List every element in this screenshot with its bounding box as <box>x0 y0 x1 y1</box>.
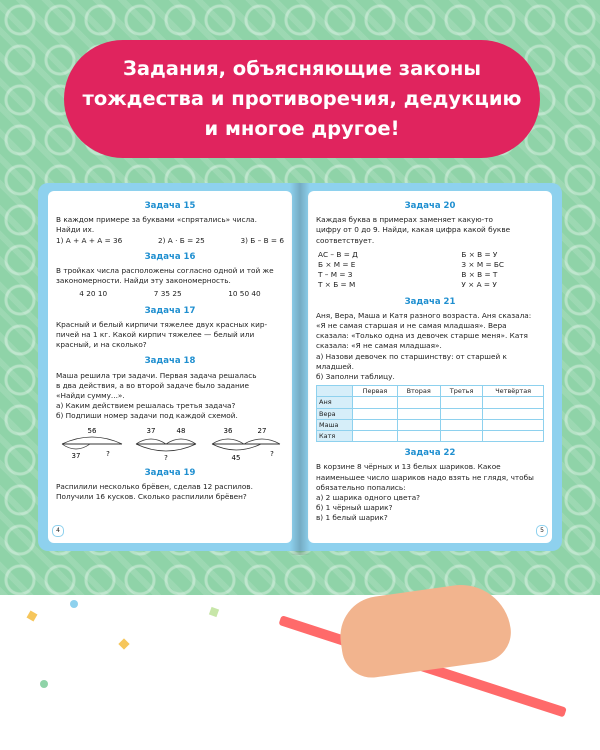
table-cell <box>440 431 482 442</box>
task-16-title: Задача 16 <box>144 251 196 262</box>
scheme-arc <box>136 444 196 451</box>
task-15-example: 2) А · Б = 25 <box>158 235 205 245</box>
promo-banner <box>64 40 540 158</box>
table-cell <box>353 397 397 408</box>
scheme-3-b: 27 <box>257 426 267 435</box>
task-21-question: б) Заполни таблицу. <box>316 372 395 382</box>
number-triple: 4 20 10 <box>79 289 108 299</box>
equation: Т × Б = М <box>318 280 356 290</box>
task-20-text: соответствует. <box>316 235 375 245</box>
task-16-text: закономерности. Найди эту закономерность. <box>56 276 231 286</box>
task-15-title: Задача 15 <box>144 201 196 211</box>
confetti-shape <box>27 611 38 622</box>
table-row-header: Катя <box>317 431 353 442</box>
banner-line-2: тождества и противоречия, дедукцию <box>82 87 522 110</box>
scheme-arc <box>136 439 166 444</box>
task-21-text: Аня, Вера, Маша и Катя разного возраста. Аня сказала: <box>316 310 532 320</box>
table-row <box>317 419 544 430</box>
confetti-shape <box>209 607 219 617</box>
task-19-title: Задача 19 <box>144 467 196 478</box>
table-cell <box>397 419 440 430</box>
table-header-row <box>317 386 544 397</box>
page-number-left: 4 <box>52 525 64 537</box>
table-row-header: Маша <box>317 419 353 430</box>
equation: В × В = Т <box>461 270 498 280</box>
open-workbook <box>38 183 562 555</box>
task-19-text: Получили 16 кусков. Сколько распилили брёвен? <box>56 492 247 502</box>
scheme-1-question: ? <box>106 449 110 458</box>
left-page <box>38 183 300 551</box>
left-page-content <box>48 191 292 543</box>
table-cell <box>483 408 544 419</box>
scheme-arc <box>212 444 261 450</box>
table-cell <box>353 431 397 442</box>
task-18-question: а) Каким действием решалась третья задача? <box>56 401 236 411</box>
scheme-arc <box>212 439 244 444</box>
table-cell <box>353 419 397 430</box>
task-20-title: Задача 20 <box>404 201 456 211</box>
task-18-title: Задача 18 <box>144 356 196 367</box>
table-column-header: Третья <box>440 386 482 397</box>
table-cell <box>440 408 482 419</box>
table-cell <box>483 397 544 408</box>
task-21-text: сказала: «Я не самая младшая». <box>316 341 442 351</box>
banner-line-1: Задания, объясняющие законы <box>123 57 481 80</box>
scheme-2-a: 37 <box>146 426 156 435</box>
table-corner-cell <box>317 386 353 397</box>
table-column-header: Вторая <box>397 386 440 397</box>
table-row-header: Вера <box>317 408 353 419</box>
task-17-text: Красный и белый кирпичи тяжелее двух красных кир- <box>56 319 268 329</box>
task-15-example: 3) Б – В = 6 <box>240 235 284 245</box>
task-22-text: обязательно попались: <box>316 482 406 492</box>
scheme-1-bottom: 37 <box>71 451 81 460</box>
task-22-text: В корзине 8 чёрных и 13 белых шариков. Какое <box>316 462 501 472</box>
scheme-1 <box>62 427 122 460</box>
number-triple: 10 50 40 <box>228 289 261 299</box>
equation: Т – М = З <box>318 270 353 280</box>
table-cell <box>440 419 482 430</box>
banner-line-3: и многое другое! <box>204 117 400 140</box>
scheme-arc <box>166 439 196 444</box>
task-21-question: а) Назови девочек по старшинству: от старшей к младшей. <box>316 351 507 371</box>
table-cell <box>397 431 440 442</box>
scheme-3-bottom: 45 <box>231 453 241 462</box>
task-15-examples <box>56 236 284 246</box>
table-column-header: Четвёртая <box>483 386 544 397</box>
task-18-text: Маша решила три задачи. Первая задача решалась <box>56 370 257 380</box>
task-21-text: «Я не самая старшая и не самая младшая». Вера <box>316 321 507 331</box>
task-20-text: цифру от 0 до 9. Найди, какая цифра какой букве <box>316 225 511 235</box>
equation: У × А = У <box>461 280 497 290</box>
table-cell <box>483 431 544 442</box>
equation: Б × В = У <box>461 249 498 259</box>
scheme-2-question: ? <box>164 453 168 462</box>
task-22-option: б) 1 чёрный шарик? <box>316 503 393 513</box>
task-21-text: сказала: «Только одна из девочек старше меня». Катя <box>316 331 528 341</box>
table-cell <box>440 397 482 408</box>
age-table <box>316 385 544 442</box>
scheme-3 <box>212 427 280 462</box>
book-spine-shadow <box>290 183 310 555</box>
task-18-schemes <box>56 424 284 462</box>
table-row-header: Аня <box>317 397 353 408</box>
scheme-1-top: 56 <box>87 426 97 435</box>
scheme-arc <box>244 439 280 444</box>
task-17-text: красный, и на сколько? <box>56 340 147 350</box>
task-18-question: б) Подпиши номер задачи под каждой схемой. <box>56 411 238 421</box>
equation-column-left <box>318 250 358 291</box>
right-page-content <box>308 191 552 543</box>
confetti-shape <box>40 680 48 688</box>
number-triple: 7 35 25 <box>153 289 182 299</box>
scheme-3-a: 36 <box>223 426 233 435</box>
task-22-text: наименьшее число шариков надо взять не глядя, чтобы <box>316 472 534 482</box>
equation-column-right <box>461 250 504 291</box>
task-22-option: а) 2 шарика одного цвета? <box>316 493 421 503</box>
equation: АС – В = Д <box>318 249 358 259</box>
task-15-text: Найди их. <box>56 225 95 235</box>
table-row <box>317 397 544 408</box>
scheme-2-b: 48 <box>176 426 186 435</box>
confetti-shape <box>118 638 129 649</box>
equation: З × М = БС <box>461 260 504 270</box>
task-21-title: Задача 21 <box>404 296 456 307</box>
table-row <box>317 431 544 442</box>
scheme-arc <box>62 444 90 449</box>
equation: Б × М = Е <box>318 260 356 270</box>
table-cell <box>483 419 544 430</box>
page-number-right: 5 <box>536 525 548 537</box>
table-row <box>317 408 544 419</box>
task-16-triples <box>56 289 284 299</box>
task-19-text: Распилили несколько брёвен, сделав 12 распилов. <box>56 481 253 491</box>
table-cell <box>353 408 397 419</box>
task-18-text: «Найди сумму...». <box>56 391 125 401</box>
task-20-text: Каждая буква в примерах заменяет какую-то <box>316 215 493 225</box>
scheme-arc <box>62 437 122 444</box>
task-17-title: Задача 17 <box>144 305 196 316</box>
table-cell <box>397 408 440 419</box>
scheme-2 <box>136 427 196 462</box>
scheme-3-question: ? <box>270 449 274 458</box>
right-page <box>300 183 562 551</box>
task-16-text: В тройках числа расположены согласно одной и той же <box>56 266 274 276</box>
task-18-text: в два действия, а во второй задаче было задание <box>56 380 249 390</box>
task-15-example: 1) А + А + А = 36 <box>56 235 123 245</box>
task-22-title: Задача 22 <box>404 448 456 459</box>
task-17-text: пичей на 1 кг. Какой кирпич тяжелее — белый или <box>56 330 255 340</box>
task-20-equations <box>316 250 544 291</box>
table-column-header: Первая <box>353 386 397 397</box>
task-22-option: в) 1 белый шарик? <box>316 513 388 523</box>
table-cell <box>397 397 440 408</box>
confetti-shape <box>70 600 78 608</box>
task-15-text: В каждом примере за буквами «спрятались» числа. <box>56 215 257 225</box>
